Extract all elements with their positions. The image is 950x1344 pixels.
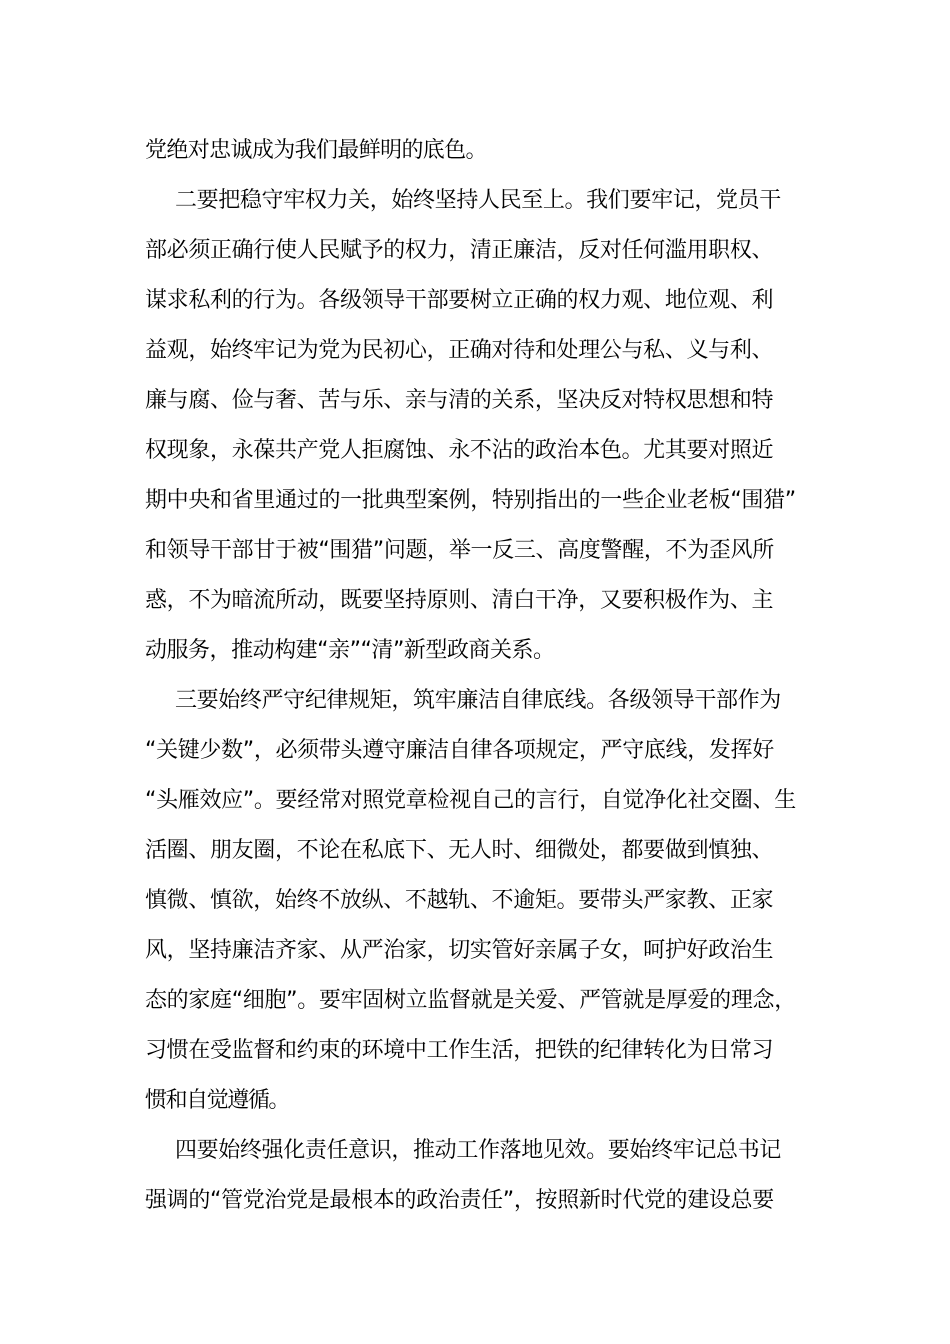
- text-line: 谋求私利的行为。各级领导干部要树立正确的权力观、地位观、利: [145, 288, 774, 313]
- text-line: 态的家庭“细胞”。要牢固树立监督就是关爱、严管就是厚爱的理念，: [145, 988, 796, 1013]
- text-line: 惯和自觉遵循。: [145, 1088, 289, 1113]
- document-body: [145, 126, 815, 1226]
- text-line: 党绝对忠诚成为我们最鲜明的底色。: [145, 138, 487, 163]
- text-line: 权现象，永葆共产党人拒腐蚀、永不沾的政治本色。尤其要对照近: [145, 438, 774, 463]
- paragraph-first-line: 四要始终强化责任意识，推动工作落地见效。要始终牢记总书记: [175, 1138, 781, 1163]
- text-line: 动服务，推动构建“亲”“清”新型政商关系。: [145, 638, 555, 663]
- text-line: 强调的“管党治党是最根本的政治责任”，按照新时代党的建设总要: [145, 1188, 774, 1213]
- text-line: 慎微、慎欲，始终不放纵、不越轨、不逾矩。要带头严家教、正家: [145, 888, 774, 913]
- text-line: 习惯在受监督和约束的环境中工作生活，把铁的纪律转化为日常习: [145, 1038, 774, 1063]
- paragraph-first-line: 二要把稳守牢权力关，始终坚持人民至上。我们要牢记，党员干: [175, 188, 781, 213]
- paragraph-first-line: 三要始终严守纪律规矩，筑牢廉洁自律底线。各级领导干部作为: [175, 688, 781, 713]
- text-line: 和领导干部甘于被“围猎”问题，举一反三、高度警醒，不为歪风所: [145, 538, 774, 563]
- text-line: 部必须正确行使人民赋予的权力，清正廉洁，反对任何滥用职权、: [145, 238, 774, 263]
- text-line: 惑，不为暗流所动，既要坚持原则、清白干净，又要积极作为、主: [145, 588, 774, 613]
- text-line: 益观，始终牢记为党为民初心，正确对待和处理公与私、义与利、: [145, 338, 774, 363]
- text-line: 活圈、朋友圈，不论在私底下、无人时、细微处，都要做到慎独、: [145, 838, 774, 863]
- text-line: “关键少数”，必须带头遵守廉洁自律各项规定，严守底线，发挥好: [145, 738, 774, 763]
- text-line: 期中央和省里通过的一批典型案例，特别指出的一些企业老板“围猎”: [145, 488, 796, 513]
- text-line: 风，坚持廉洁齐家、从严治家，切实管好亲属子女，呵护好政治生: [145, 938, 774, 963]
- text-line: “头雁效应”。要经常对照党章检视自己的言行，自觉净化社交圈、生: [145, 788, 796, 813]
- text-line: 廉与腐、俭与奢、苦与乐、亲与清的关系，坚决反对特权思想和特: [145, 388, 774, 413]
